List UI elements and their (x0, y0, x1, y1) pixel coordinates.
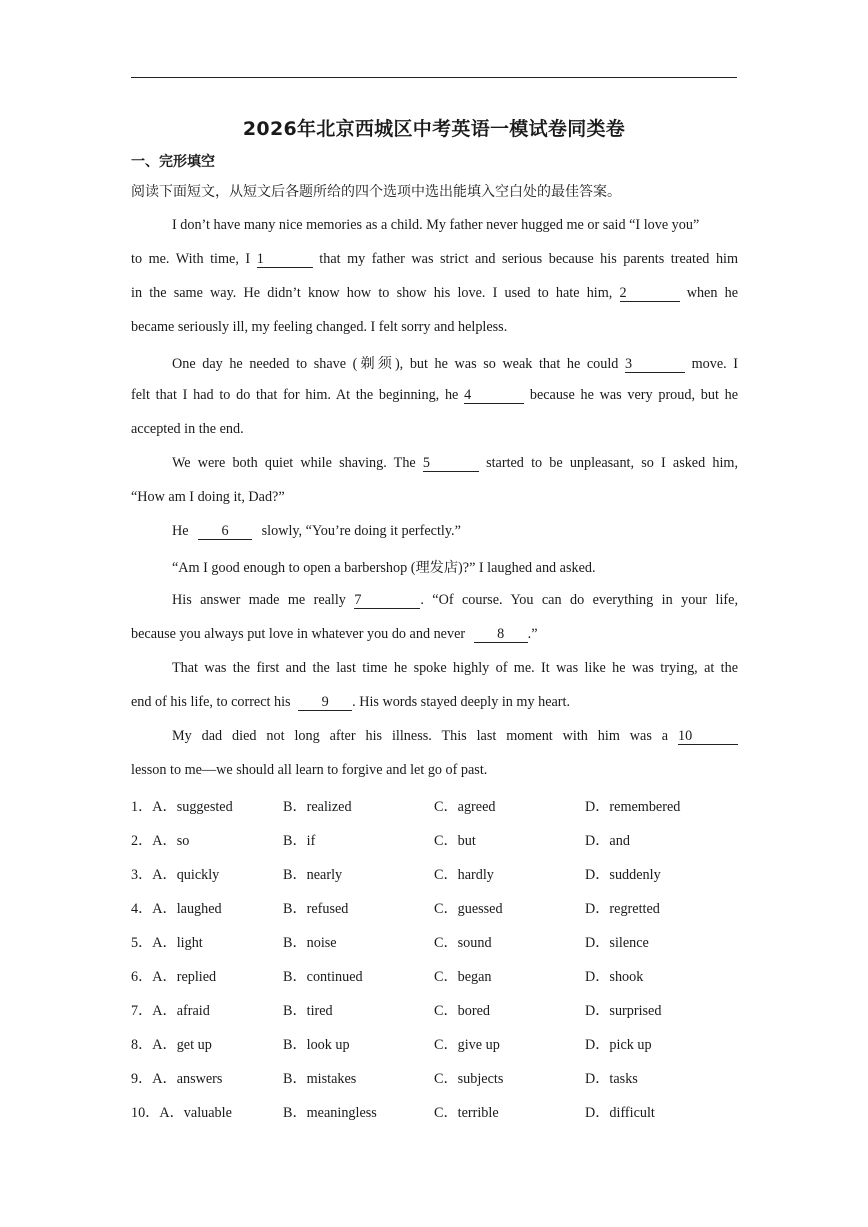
passage-line (172, 455, 738, 472)
option-c: C．terrible (434, 1105, 499, 1121)
blank-2: 2 (620, 286, 680, 302)
option-b: B．if (283, 833, 316, 849)
passage-line (131, 694, 738, 711)
passage-text: when he (686, 285, 739, 301)
instructions: 阅读下面短文，从短文后各题所给的四个选项中选出能填入空白处的最佳答案。 (131, 184, 621, 200)
passage-text: He (172, 523, 189, 539)
blank-6: 6 (198, 524, 252, 540)
option-b: B．tired (283, 1003, 333, 1019)
passage-text: slowly, “You’re doing it perfectly.” (261, 523, 461, 539)
passage-text: . “Of course. You can do everything in your life, (420, 592, 738, 608)
option-c: C．bored (434, 1003, 490, 1019)
option-a: 5．A．light (131, 935, 203, 951)
option-a: 4．A．laughed (131, 901, 222, 917)
passage-line (172, 592, 738, 609)
question-row (131, 864, 751, 884)
passage-line: “How am I doing it, Dad?” (131, 489, 285, 505)
passage-text: . His words stayed deeply in my heart. (352, 694, 570, 710)
passage-text: because you always put love in whatever you do and never (131, 626, 466, 642)
passage-text: because he was very proud, but he (529, 387, 739, 403)
blank-7: 7 (354, 593, 420, 609)
option-c: C．sound (434, 935, 492, 951)
option-a: 7．A．afraid (131, 1003, 210, 1019)
question-row (131, 898, 751, 918)
question-row (131, 830, 751, 850)
option-d: D．difficult (585, 1105, 655, 1121)
question-row (131, 1000, 751, 1020)
passage-line (131, 251, 738, 268)
passage-text: end of his life, to correct his (131, 694, 291, 710)
option-c: C．but (434, 833, 476, 849)
option-b: B．mistakes (283, 1071, 357, 1087)
option-c: C．subjects (434, 1071, 504, 1087)
option-a: 1．A．suggested (131, 799, 233, 815)
option-d: D．suddenly (585, 867, 661, 883)
passage-line: accepted in the end. (131, 421, 244, 437)
passage-line: became seriously ill, my feeling changed. I felt sorry and helpless. (131, 319, 508, 335)
passage-line (172, 728, 738, 745)
blank-1: 1 (257, 252, 313, 268)
option-a: 3．A．quickly (131, 867, 220, 883)
passage-line (172, 523, 738, 540)
option-a: 10．A．valuable (131, 1105, 232, 1121)
blank-9: 9 (298, 695, 352, 711)
passage-line (131, 285, 738, 302)
passage-text: My dad died not long after his illness. This last moment with him was a (172, 728, 669, 744)
option-d: D．regretted (585, 901, 660, 917)
option-c: C．give up (434, 1037, 500, 1053)
page-title: 2026年北京西城区中考英语一模试卷同类卷 (242, 118, 626, 140)
passage-line: I don’t have many nice memories as a child. My father never hugged me or said “I love you” (172, 217, 700, 233)
blank-3: 3 (625, 357, 685, 373)
option-b: B．continued (283, 969, 363, 985)
passage-line (172, 353, 738, 373)
question-row (131, 932, 751, 952)
passage-line (131, 387, 738, 404)
option-c: C．began (434, 969, 492, 985)
option-d: D．remembered (585, 799, 681, 815)
passage-text: that my father was strict and serious because his parents treated him (319, 251, 739, 267)
passage-text: We were both quiet while shaving. The (172, 455, 416, 471)
blank-8: 8 (474, 627, 528, 643)
passage-text: in the same way. He didn’t know how to show his love. I used to hate him, (131, 285, 613, 301)
passage-text: felt that I had to do that for him. At the beginning, he (131, 387, 459, 403)
blank-10: 10 (678, 729, 738, 745)
question-row (131, 796, 751, 816)
blank-4: 4 (464, 388, 524, 404)
blank-5: 5 (423, 456, 479, 472)
option-c: C．hardly (434, 867, 494, 883)
option-a: 9．A．answers (131, 1071, 223, 1087)
question-row (131, 1034, 751, 1054)
option-c: C．guessed (434, 901, 503, 917)
option-a: 2．A．so (131, 833, 190, 849)
header-rule (131, 77, 737, 78)
option-a: 6．A．replied (131, 969, 217, 985)
passage-line: “Am I good enough to open a barbershop (理发店)?” I laughed and asked. (172, 560, 596, 576)
option-d: D．silence (585, 935, 649, 951)
passage-text: .” (527, 626, 538, 642)
option-d: D．surprised (585, 1003, 662, 1019)
passage-line: lesson to me—we should all learn to forgive and let go of past. (131, 762, 488, 778)
option-d: D．tasks (585, 1071, 638, 1087)
question-row (131, 1068, 751, 1088)
option-a: 8．A．get up (131, 1037, 212, 1053)
option-b: B．realized (283, 799, 352, 815)
blank-7-group (354, 592, 738, 608)
option-d: D．pick up (585, 1037, 652, 1053)
option-b: B．nearly (283, 867, 343, 883)
passage-line (131, 626, 738, 643)
section-heading: 一、完形填空 (131, 154, 215, 170)
passage-text: started to be unpleasant, so I asked him, (486, 455, 738, 471)
option-c: C．agreed (434, 799, 496, 815)
passage-text: to me. With time, I (131, 251, 251, 267)
question-row (131, 1102, 751, 1122)
passage-text: His answer made me really (172, 592, 346, 608)
option-b: B．look up (283, 1037, 350, 1053)
passage-text: move. I (691, 356, 739, 372)
option-d: D．shook (585, 969, 644, 985)
option-b: B．refused (283, 901, 349, 917)
question-row (131, 966, 751, 986)
passage-text: One day he needed to shave (剃须), but he was so weak that he could (172, 356, 619, 372)
passage-line: That was the first and the last time he spoke highly of me. It was like he was trying, at the (172, 660, 738, 676)
option-b: B．meaningless (283, 1105, 377, 1121)
option-d: D．and (585, 833, 630, 849)
option-b: B．noise (283, 935, 337, 951)
